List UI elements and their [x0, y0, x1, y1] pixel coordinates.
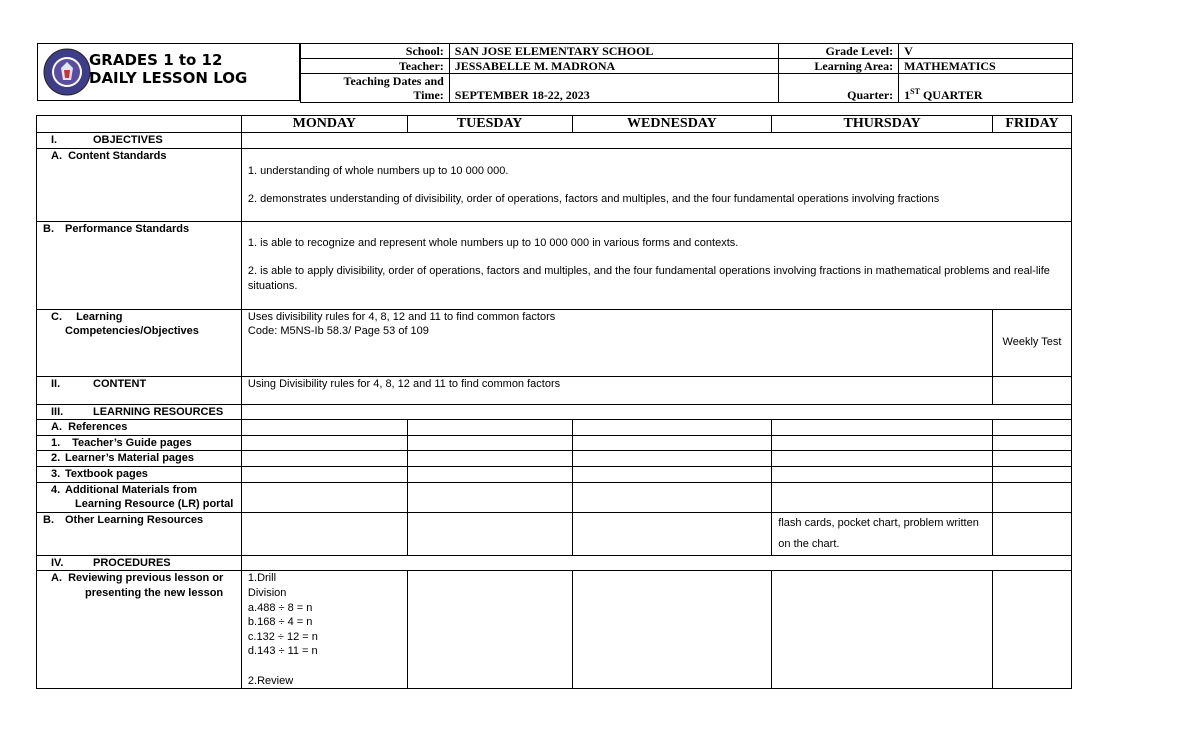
- textbook-friday: [992, 466, 1071, 482]
- other-resources-heading: [37, 512, 242, 555]
- teachers-guide-monday: [241, 435, 407, 451]
- references-heading: [37, 420, 242, 436]
- teachers-guide-thursday: [772, 435, 993, 451]
- content-standards-heading: [37, 148, 242, 221]
- learning-resources-label: LEARNING RESOURCES: [93, 405, 224, 418]
- content-row: [37, 376, 1072, 404]
- learning-competencies-label-2: Competencies/Objectives: [65, 325, 199, 338]
- review-lesson-heading: [37, 571, 242, 689]
- other-resources-thursday-line1: flash cards, pocket chart, problem written: [778, 516, 979, 529]
- review-tuesday-cell: [407, 571, 572, 689]
- learners-material-heading: [37, 451, 242, 467]
- day-monday: MONDAY: [241, 116, 407, 133]
- content-standards-cell: [241, 148, 1071, 221]
- review-thursday-cell: [772, 571, 993, 689]
- performance-standards-heading: [37, 221, 242, 309]
- textbook-monday: [241, 466, 407, 482]
- teaching-dates-value: SEPTEMBER 18-22, 2023: [449, 74, 778, 103]
- teachers-guide-label: Teacher’s Guide pages: [72, 436, 192, 449]
- review-wednesday-cell: [572, 571, 772, 689]
- additional-materials-label-2: Learning Resource (LR) portal: [75, 498, 234, 511]
- additional-materials-label-1: Additional Materials from: [65, 483, 198, 496]
- teachers-guide-tuesday: [407, 435, 572, 451]
- teacher-value: JESSABELLE M. MADRONA: [449, 59, 778, 74]
- lesson-log-table: [36, 115, 1072, 689]
- other-resources-number: B.: [43, 513, 54, 526]
- additional-materials-monday: [241, 482, 407, 512]
- review-lesson-heading-line1: [43, 571, 235, 586]
- day-header-row: [37, 116, 1072, 133]
- learners-material-monday: [241, 451, 407, 467]
- objectives-number: I.: [51, 134, 58, 146]
- other-resources-wednesday: [572, 512, 772, 555]
- quarter-text: QUARTER: [919, 88, 983, 102]
- teachers-guide-number: 1.: [51, 436, 61, 449]
- content-friday-cell: [992, 376, 1071, 404]
- deped-seal-icon: [43, 48, 91, 96]
- teachers-guide-heading: [37, 435, 242, 451]
- learning-competencies-heading: [37, 309, 242, 376]
- learning-competencies-cell: [241, 309, 992, 376]
- learning-competencies-label-1: Learning: [76, 310, 123, 323]
- learners-material-wednesday: [572, 451, 772, 467]
- review-lesson-row: [37, 571, 1072, 689]
- procedures-row: [37, 555, 1072, 571]
- day-friday: FRIDAY: [992, 116, 1071, 133]
- content-standard-1: 1. understanding of whole numbers up to 10 000 000.: [247, 164, 509, 177]
- other-resources-label: Other Learning Resources: [65, 513, 204, 526]
- learning-competencies-row: [37, 309, 1072, 376]
- header-info-table: [300, 43, 1073, 103]
- textbook-number: 3.: [51, 467, 61, 480]
- textbook-wednesday: [572, 466, 772, 482]
- additional-materials-heading-line1: [43, 483, 235, 498]
- references-row: [37, 420, 1072, 436]
- other-resources-thursday-line2: on the chart.: [778, 537, 840, 550]
- quarter-label: Quarter:: [779, 74, 899, 103]
- review-friday-cell: [992, 571, 1071, 689]
- learning-resources-number: III.: [51, 405, 64, 418]
- objectives-row: [37, 133, 1072, 149]
- textbook-row: [37, 466, 1072, 482]
- content-label: CONTENT: [93, 377, 147, 390]
- weekly-test-cell: Weekly Test: [992, 309, 1071, 376]
- additional-materials-heading: [37, 482, 242, 512]
- additional-materials-tuesday: [407, 482, 572, 512]
- teaching-dates-label: [301, 74, 450, 103]
- day-wednesday: WEDNESDAY: [572, 116, 772, 133]
- school-label: School:: [301, 44, 450, 59]
- header-title-box: [37, 43, 300, 101]
- learners-material-row: [37, 451, 1072, 467]
- objectives-content: [241, 133, 1071, 149]
- content-heading: [37, 376, 242, 404]
- references-wednesday: [572, 420, 772, 436]
- content-standards-number: A.: [51, 149, 62, 162]
- performance-standard-1: 1. is able to recognize and represent whole numbers up to 10 000 000 in various forms and contexts.: [247, 236, 739, 249]
- learning-competency-code: Code: M5NS-Ib 58.3/ Page 53 of 109: [247, 325, 429, 338]
- other-resources-thursday: [772, 512, 993, 555]
- learners-material-number: 2.: [51, 452, 61, 465]
- other-resources-friday: [992, 512, 1071, 555]
- textbook-label: Textbook pages: [65, 467, 148, 480]
- additional-materials-number: 4.: [51, 483, 61, 496]
- references-number: A.: [51, 421, 62, 434]
- quarter-suffix: ST: [910, 87, 920, 96]
- day-thursday: THURSDAY: [772, 116, 993, 133]
- additional-materials-row: [37, 482, 1072, 512]
- quarter-number: 1: [904, 88, 911, 102]
- teacher-label: Teacher:: [301, 59, 450, 74]
- blank-corner: [37, 116, 242, 133]
- learning-area-value: MATHEMATICS: [899, 59, 1073, 74]
- procedures-heading: [37, 555, 242, 571]
- review-lesson-number: A.: [51, 572, 62, 585]
- other-resources-row: [37, 512, 1072, 555]
- other-resources-monday: [241, 512, 407, 555]
- learning-competencies-heading-line1: [43, 310, 235, 325]
- procedures-label: PROCEDURES: [93, 556, 171, 569]
- content-standards-label: Content Standards: [68, 149, 167, 162]
- day-tuesday: TUESDAY: [407, 116, 572, 133]
- quarter-value: [899, 74, 1073, 103]
- references-tuesday: [407, 420, 572, 436]
- learning-area-label: Learning Area:: [779, 59, 899, 74]
- additional-materials-friday: [992, 482, 1071, 512]
- additional-materials-wednesday: [572, 482, 772, 512]
- learning-resources-heading: [37, 404, 242, 420]
- textbook-thursday: [772, 466, 993, 482]
- teaching-dates-label-line2: Time:: [413, 88, 444, 102]
- content-standards-row: [37, 148, 1072, 221]
- other-resources-tuesday: [407, 512, 572, 555]
- additional-materials-thursday: [772, 482, 993, 512]
- references-label: References: [68, 421, 128, 434]
- learners-material-friday: [992, 451, 1071, 467]
- performance-standards-row: [37, 221, 1072, 309]
- performance-standards-cell: [241, 221, 1071, 309]
- references-thursday: [772, 420, 993, 436]
- procedures-cell: [241, 555, 1071, 571]
- references-monday: [241, 420, 407, 436]
- review-lesson-label-2: presenting the new lesson: [85, 586, 224, 599]
- review-lesson-label-1: Reviewing previous lesson or: [68, 572, 224, 585]
- learning-resources-row: [37, 404, 1072, 420]
- textbook-heading: [37, 466, 242, 482]
- teachers-guide-friday: [992, 435, 1071, 451]
- content-cell: Using Divisibility rules for 4, 8, 12 and 11 to find common factors: [241, 376, 992, 404]
- teaching-dates-label-line1: Teaching Dates and: [343, 74, 444, 88]
- textbook-tuesday: [407, 466, 572, 482]
- learning-competency-text: Uses divisibility rules for 4, 8, 12 and 11 to find common factors: [247, 310, 556, 323]
- grade-level-value: V: [899, 44, 1073, 59]
- title-grades: GRADES 1 to 12: [89, 51, 223, 69]
- content-number: II.: [51, 377, 61, 390]
- learning-competencies-number: C.: [51, 310, 62, 323]
- objectives-heading: [37, 133, 242, 149]
- learners-material-label: Learner’s Material pages: [65, 452, 195, 465]
- performance-standards-number: B.: [43, 222, 54, 235]
- references-friday: [992, 420, 1071, 436]
- performance-standards-label: Performance Standards: [65, 222, 190, 235]
- teachers-guide-wednesday: [572, 435, 772, 451]
- objectives-label: OBJECTIVES: [93, 134, 163, 146]
- review-monday-cell: 1.Drill Division a.488 ÷ 8 = n b.168 ÷ 4 = n c.132 ÷ 12 = n d.143 ÷ 11 = n 2.Review: [241, 571, 407, 689]
- grade-level-label: Grade Level:: [779, 44, 899, 59]
- school-value: SAN JOSE ELEMENTARY SCHOOL: [449, 44, 778, 59]
- learners-material-tuesday: [407, 451, 572, 467]
- procedures-number: IV.: [51, 556, 64, 569]
- teachers-guide-row: [37, 435, 1072, 451]
- content-standard-2: 2. demonstrates understanding of divisibility, order of operations, factors and multiples, and the four fundamental operations involving fractions: [247, 193, 940, 206]
- performance-standard-2: 2. is able to apply divisibility, order of operations, factors and multiples, and the four fundamental operations involving fractions in mathematical problems and real-life situations.: [247, 265, 1050, 292]
- learning-resources-cell: [241, 404, 1071, 420]
- learners-material-thursday: [772, 451, 993, 467]
- title-daily-lesson-log: DAILY LESSON LOG: [89, 69, 248, 87]
